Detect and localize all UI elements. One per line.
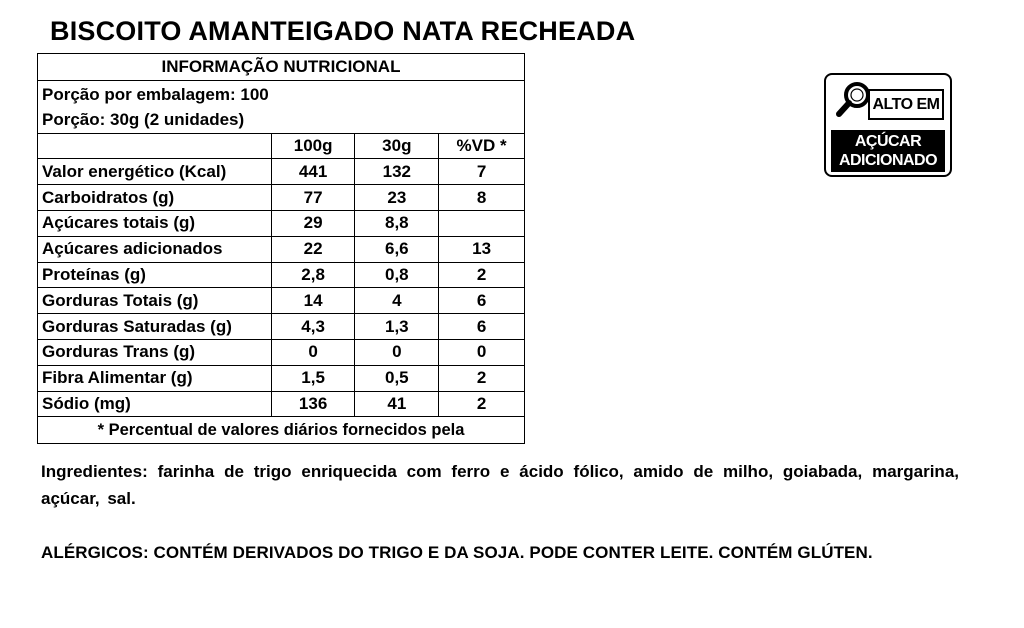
- value-per-30g: 41: [355, 391, 439, 417]
- value-daily-percent: 7: [439, 159, 525, 185]
- table-row: [38, 185, 525, 211]
- column-header-row: [38, 133, 525, 159]
- nutrient-label: Proteínas (g): [38, 262, 272, 288]
- column-header-30g: 30g: [355, 133, 439, 159]
- value-per-100g: 1,5: [271, 365, 355, 391]
- seal-lower-label: [831, 130, 945, 172]
- nutrition-footnote: * Percentual de valores diários fornecidos pela: [38, 417, 525, 444]
- value-per-100g: 14: [271, 288, 355, 314]
- value-per-100g: 4,3: [271, 314, 355, 340]
- nutrient-label: Açúcares adicionados: [38, 236, 272, 262]
- table-row: [38, 236, 525, 262]
- value-daily-percent: 6: [439, 288, 525, 314]
- seal-lower-line-1: AÇÚCAR: [854, 133, 922, 150]
- value-per-100g: 441: [271, 159, 355, 185]
- product-title: BISCOITO AMANTEIGADO NATA RECHEADA: [50, 16, 636, 46]
- value-per-100g: 77: [271, 185, 355, 211]
- table-row: [38, 339, 525, 365]
- nutrition-facts-table: [37, 53, 525, 444]
- table-row: [38, 365, 525, 391]
- value-per-30g: 0: [355, 339, 439, 365]
- value-daily-percent: 13: [439, 236, 525, 262]
- column-header-100g: 100g: [271, 133, 355, 159]
- nutrient-label: Sódio (mg): [38, 391, 272, 417]
- ingredients-text: Ingredientes: farinha de trigo enriquecida com ferro e ácido fólico, amido de milho, goiabada, margarina, açúcar, sal.: [41, 462, 959, 508]
- allergens-text: ALÉRGICOS: CONTÉM DERIVADOS DO TRIGO E DA SOJA. PODE CONTER LEITE. CONTÉM GLÚTEN.: [41, 543, 873, 562]
- value-daily-percent: 6: [439, 314, 525, 340]
- column-header-blank: [38, 133, 272, 159]
- table-row: [38, 391, 525, 417]
- table-row: [38, 314, 525, 340]
- value-daily-percent: 2: [439, 365, 525, 391]
- value-per-30g: 6,6: [355, 236, 439, 262]
- nutrient-label: Gorduras Trans (g): [38, 339, 272, 365]
- high-added-sugar-seal: [824, 73, 952, 177]
- value-daily-percent: [439, 210, 525, 236]
- nutrient-label: Açúcares totais (g): [38, 210, 272, 236]
- nutrient-label: Gorduras Totais (g): [38, 288, 272, 314]
- portions-per-package: Porção por embalagem: 100: [38, 81, 525, 108]
- value-per-30g: 4: [355, 288, 439, 314]
- value-per-30g: 8,8: [355, 210, 439, 236]
- table-row: [38, 159, 525, 185]
- value-per-100g: 22: [271, 236, 355, 262]
- value-per-30g: 1,3: [355, 314, 439, 340]
- table-row: [38, 288, 525, 314]
- nutrition-table-header: INFORMAÇÃO NUTRICIONAL: [38, 54, 525, 81]
- value-daily-percent: 0: [439, 339, 525, 365]
- seal-lower-line-2: ADICIONADO: [838, 152, 938, 169]
- value-daily-percent: 2: [439, 262, 525, 288]
- column-header-vd: %VD *: [439, 133, 525, 159]
- nutrient-label: Gorduras Saturadas (g): [38, 314, 272, 340]
- portion-size: Porção: 30g (2 unidades): [38, 108, 525, 133]
- nutrient-label: Fibra Alimentar (g): [38, 365, 272, 391]
- table-row: [38, 262, 525, 288]
- value-daily-percent: 8: [439, 185, 525, 211]
- seal-upper-label: ALTO EM: [868, 89, 944, 120]
- value-daily-percent: 2: [439, 391, 525, 417]
- nutrient-label: Carboidratos (g): [38, 185, 272, 211]
- value-per-30g: 0,5: [355, 365, 439, 391]
- value-per-30g: 132: [355, 159, 439, 185]
- nutrient-label: Valor energético (Kcal): [38, 159, 272, 185]
- value-per-30g: 23: [355, 185, 439, 211]
- value-per-100g: 0: [271, 339, 355, 365]
- value-per-30g: 0,8: [355, 262, 439, 288]
- value-per-100g: 2,8: [271, 262, 355, 288]
- value-per-100g: 136: [271, 391, 355, 417]
- value-per-100g: 29: [271, 210, 355, 236]
- table-row: [38, 210, 525, 236]
